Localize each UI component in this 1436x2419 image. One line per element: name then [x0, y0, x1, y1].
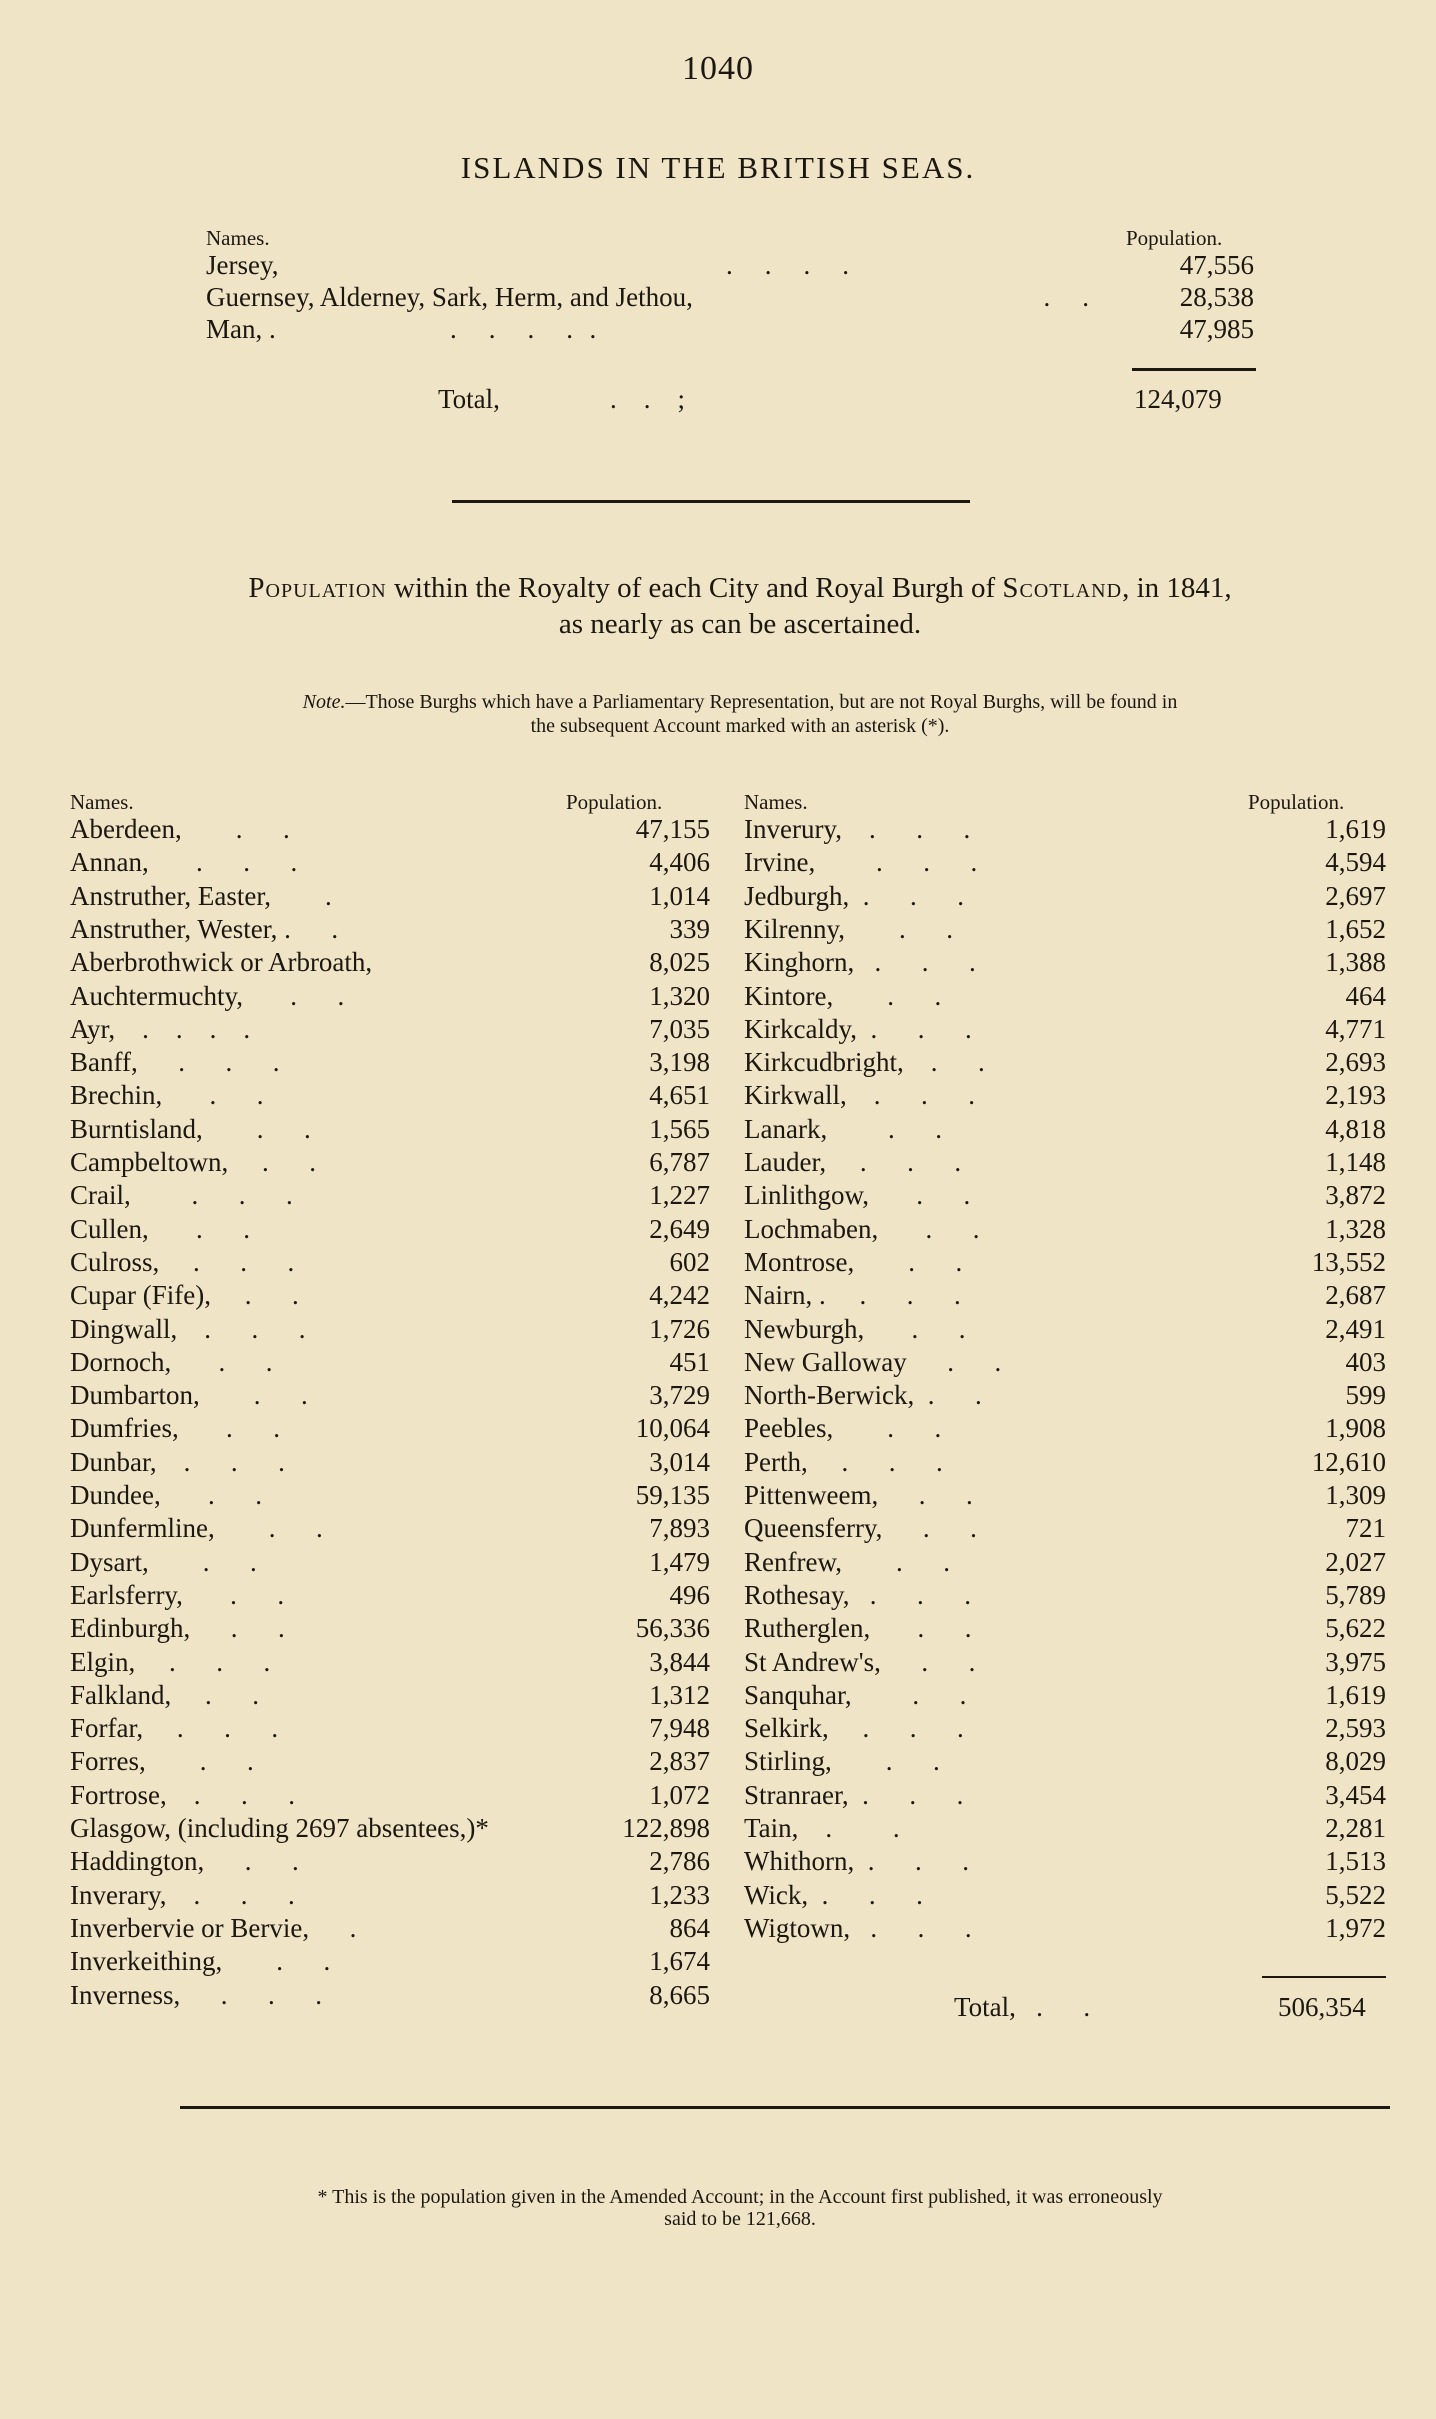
- burgh-population: 8,665: [649, 1979, 710, 2010]
- burgh-population: 3,454: [1325, 1779, 1386, 1810]
- burgh-population: 2,193: [1325, 1080, 1386, 1111]
- left-names-header: Names.: [70, 790, 134, 814]
- title-text: within the Royalty of each City and Royal Burgh of: [386, 572, 1003, 604]
- burgh-name: Rothesay, . . .: [744, 1579, 971, 1610]
- island-name: Man, .: [206, 314, 276, 344]
- burgh-name: Kinghorn, . . .: [744, 947, 976, 978]
- right-names-header: Names.: [744, 790, 808, 814]
- scotland-total-value: 506,354: [1278, 1992, 1366, 2022]
- burgh-population: 1,320: [649, 980, 710, 1011]
- burgh-row: [70, 1180, 710, 1213]
- burgh-row: [70, 1547, 710, 1580]
- burgh-row: [70, 1580, 710, 1613]
- burgh-name: Nairn, . . . .: [744, 1280, 961, 1311]
- burgh-row: [70, 1513, 710, 1546]
- burgh-row: [70, 1347, 710, 1380]
- burgh-name: Earlsferry, . .: [70, 1579, 285, 1610]
- title-small-caps: Scotland: [1002, 572, 1123, 604]
- burgh-name: Cupar (Fife), . .: [70, 1280, 299, 1311]
- burgh-population: 1,652: [1325, 913, 1386, 944]
- burgh-population: 2,649: [649, 1213, 710, 1244]
- islands-row: [206, 282, 1254, 316]
- burgh-row: [70, 1480, 710, 1513]
- burgh-name: Anstruther, Easter, .: [70, 880, 332, 911]
- burgh-row: [70, 847, 710, 880]
- burgh-population: 7,035: [649, 1013, 710, 1044]
- burgh-name: Burntisland, . .: [70, 1113, 311, 1144]
- burgh-row: [70, 1846, 710, 1879]
- burgh-population: 3,872: [1325, 1180, 1386, 1211]
- burgh-name: Pittenweem, . .: [744, 1480, 973, 1510]
- burgh-population: 1,565: [649, 1113, 710, 1144]
- burgh-population: 2,491: [1325, 1313, 1386, 1344]
- burgh-row: [744, 914, 1386, 947]
- burgh-population: 4,242: [649, 1280, 710, 1311]
- footnote-line: said to be 121,668.: [664, 2208, 816, 2230]
- burgh-row: [70, 1380, 710, 1413]
- burgh-population: 864: [669, 1912, 710, 1943]
- burgh-population: 4,651: [649, 1080, 710, 1111]
- burgh-row: [744, 1380, 1386, 1413]
- burgh-name: Forfar, . . .: [70, 1713, 279, 1744]
- burgh-row: [744, 1413, 1386, 1446]
- burgh-name: Fortrose, . . .: [70, 1779, 295, 1810]
- island-population: 47,985: [1179, 314, 1254, 344]
- burgh-name: Banff, . . .: [70, 1047, 280, 1078]
- burgh-row: [744, 1647, 1386, 1680]
- burgh-name: Rutherglen, . .: [744, 1613, 972, 1644]
- section-divider: [452, 500, 970, 503]
- burgh-row: [744, 1447, 1386, 1480]
- right-population-header: Population.: [1248, 790, 1345, 814]
- burgh-population: 1,014: [649, 880, 710, 911]
- burgh-population: 8,025: [649, 947, 710, 978]
- note-text: —Those Burghs which have a Parliamentary Representation, but are not Royal Burghs, will be found in: [345, 691, 1178, 713]
- burgh-row: [70, 814, 710, 847]
- burgh-row: [744, 1047, 1386, 1080]
- burgh-name: Inverury, . . .: [744, 814, 971, 844]
- burgh-population: 56,336: [635, 1613, 710, 1644]
- burgh-row: [70, 1214, 710, 1247]
- burgh-row: [70, 1413, 710, 1446]
- burgh-row: [744, 1713, 1386, 1746]
- note-text: the subsequent Account marked with an asterisk (*).: [530, 715, 950, 737]
- burgh-name: Brechin, . .: [70, 1080, 264, 1111]
- burgh-row: [70, 1746, 710, 1779]
- burgh-population: 4,406: [649, 847, 710, 878]
- burgh-name: Crail, . . .: [70, 1180, 293, 1211]
- burgh-name: Peebles, . .: [744, 1413, 942, 1444]
- burgh-row: [744, 1080, 1386, 1113]
- burgh-population: 1,674: [649, 1946, 710, 1977]
- footer-divider: [180, 2106, 1390, 2109]
- burgh-row: [70, 1780, 710, 1813]
- burgh-population: 1,972: [1325, 1912, 1386, 1943]
- burgh-population: 4,818: [1325, 1113, 1386, 1144]
- burgh-population: 1,328: [1325, 1213, 1386, 1244]
- burgh-row: [744, 1147, 1386, 1180]
- burgh-population: 47,155: [635, 814, 710, 844]
- burgh-population: 3,729: [649, 1380, 710, 1411]
- leader-dots: . .: [966, 282, 1090, 312]
- burgh-name: Campbeltown, . .: [70, 1147, 316, 1177]
- title-line-2: as nearly as can be ascertained.: [558, 608, 922, 640]
- islands-names-header: Names.: [206, 226, 270, 250]
- burgh-population: 2,281: [1325, 1813, 1386, 1843]
- burgh-row: [744, 1180, 1386, 1213]
- burgh-population: 1,726: [649, 1313, 710, 1344]
- burgh-name: Annan, . . .: [70, 847, 298, 878]
- burgh-name: Inverary, . . .: [70, 1879, 295, 1910]
- burgh-name: Stranraer, . . .: [744, 1779, 964, 1810]
- burgh-row: [744, 1347, 1386, 1380]
- burgh-name: Lochmaben, . .: [744, 1213, 980, 1244]
- burgh-population: 403: [1345, 1346, 1386, 1377]
- scotland-total-label: Total, . .: [954, 1992, 1091, 2022]
- burgh-name: Culross, . . .: [70, 1246, 295, 1277]
- burgh-row: [70, 1946, 710, 1979]
- burgh-row: [70, 1080, 710, 1113]
- burgh-population: 2,687: [1325, 1280, 1386, 1311]
- burgh-row: [744, 1813, 1386, 1846]
- burgh-name: Kirkcudbright, . .: [744, 1047, 985, 1078]
- burgh-name: Selkirk, . . .: [744, 1713, 964, 1744]
- burgh-name: Haddington, . .: [70, 1846, 299, 1877]
- burgh-row: [70, 1913, 710, 1946]
- burgh-population: 12,610: [1311, 1446, 1386, 1477]
- footnote-line: * This is the population given in the Amended Account; in the Account first published, it was erroneously: [317, 2186, 1163, 2208]
- burgh-population: 4,594: [1325, 847, 1386, 878]
- burgh-name: Montrose, . .: [744, 1246, 963, 1277]
- burgh-row: [744, 1014, 1386, 1047]
- burgh-name: Inverness, . . .: [70, 1979, 322, 2010]
- burgh-population: 7,948: [649, 1713, 710, 1744]
- burgh-population: 10,064: [635, 1413, 710, 1444]
- burgh-name: Aberdeen, . .: [70, 814, 290, 844]
- burgh-name: Lanark, . .: [744, 1113, 942, 1144]
- burgh-name: Dundee, . .: [70, 1480, 262, 1510]
- burgh-row: [744, 1846, 1386, 1879]
- burgh-name: Elgin, . . .: [70, 1646, 271, 1677]
- burgh-name: Inverkeithing, . .: [70, 1946, 331, 1977]
- burgh-population: 2,593: [1325, 1713, 1386, 1744]
- burgh-population: 464: [1345, 980, 1386, 1011]
- burgh-name: Falkland, . .: [70, 1679, 259, 1710]
- burgh-population: 339: [669, 913, 710, 944]
- burgh-name: Sanquhar, . .: [744, 1679, 967, 1710]
- burgh-name: Kilrenny, . .: [744, 913, 953, 944]
- burgh-population: 2,837: [649, 1746, 710, 1777]
- scotland-total-rule: [1262, 1976, 1386, 1978]
- burgh-name: Queensferry, . .: [744, 1513, 977, 1544]
- burgh-population: 1,479: [649, 1546, 710, 1577]
- burgh-row: [744, 1280, 1386, 1313]
- islands-population-header: Population.: [1126, 226, 1223, 250]
- left-population-header: Population.: [566, 790, 663, 814]
- island-population: 47,556: [1179, 250, 1254, 280]
- burgh-row: [744, 1247, 1386, 1280]
- islands-total-value: 124,079: [1134, 384, 1222, 414]
- burgh-row: [70, 881, 710, 914]
- burgh-population: 1,312: [649, 1679, 710, 1710]
- burgh-population: 1,513: [1325, 1846, 1386, 1877]
- burgh-population: 1,619: [1325, 1679, 1386, 1710]
- burgh-row: [70, 1014, 710, 1047]
- burgh-population: 59,135: [635, 1480, 710, 1510]
- burgh-row: [70, 981, 710, 1014]
- burgh-population: 1,908: [1325, 1413, 1386, 1444]
- islands-row: [206, 314, 1254, 348]
- burgh-population: 2,693: [1325, 1047, 1386, 1078]
- burgh-row: [744, 1114, 1386, 1147]
- burgh-population: 122,898: [622, 1813, 710, 1843]
- burgh-population: 13,552: [1311, 1246, 1386, 1277]
- burgh-row: [744, 1480, 1386, 1513]
- burgh-row: [744, 1913, 1386, 1946]
- burgh-name: Stirling, . .: [744, 1746, 940, 1777]
- burgh-population: 2,697: [1325, 880, 1386, 911]
- burgh-row: [744, 1746, 1386, 1779]
- burgh-row: [70, 1880, 710, 1913]
- burgh-name: Renfrew, . .: [744, 1546, 950, 1577]
- burgh-name: Auchtermuchty, . .: [70, 980, 345, 1011]
- note: [90, 690, 1390, 738]
- burgh-name: Dysart, . .: [70, 1546, 257, 1577]
- burgh-population: 1,148: [1325, 1147, 1386, 1177]
- footnote: [80, 2186, 1400, 2230]
- burgh-name: Linlithgow, . .: [744, 1180, 971, 1211]
- burgh-population: 1,309: [1325, 1480, 1386, 1510]
- burgh-row: [70, 1980, 710, 2013]
- burgh-row: [70, 1613, 710, 1646]
- burgh-row: [70, 1147, 710, 1180]
- leader-dots: . . ;: [610, 384, 686, 414]
- islands-row: [206, 250, 1254, 284]
- burgh-name: Dingwall, . . .: [70, 1313, 306, 1344]
- burgh-row: [744, 1613, 1386, 1646]
- burgh-population: 3,975: [1325, 1646, 1386, 1677]
- burgh-row: [744, 1314, 1386, 1347]
- title-text: , in 1841,: [1122, 572, 1232, 604]
- island-population: 28,538: [1179, 282, 1254, 312]
- islands-total-label: Total,: [438, 384, 500, 414]
- burgh-row: [744, 814, 1386, 847]
- burgh-row: [70, 1647, 710, 1680]
- burgh-name: Kintore, . .: [744, 980, 942, 1011]
- burgh-row: [70, 1447, 710, 1480]
- island-name: Jersey,: [206, 250, 279, 280]
- burgh-population: 602: [669, 1246, 710, 1277]
- burgh-name: Dornoch, . .: [70, 1346, 273, 1377]
- burgh-name: Wick, . . .: [744, 1879, 923, 1910]
- island-name: Guernsey, Alderney, Sark, Herm, and Jethou,: [206, 282, 693, 312]
- burgh-population: 496: [669, 1579, 710, 1610]
- burgh-name: Tain, . .: [744, 1813, 900, 1843]
- burgh-name: New Galloway . .: [744, 1346, 1002, 1377]
- burgh-row: [70, 1047, 710, 1080]
- burgh-row: [744, 847, 1386, 880]
- burgh-name: North-Berwick, . .: [744, 1380, 982, 1411]
- burgh-row: [744, 1780, 1386, 1813]
- burgh-row: [744, 1547, 1386, 1580]
- burgh-row: [70, 914, 710, 947]
- burgh-name: Kirkwall, . . .: [744, 1080, 975, 1111]
- burgh-row: [70, 1247, 710, 1280]
- burgh-row: [744, 1214, 1386, 1247]
- note-label: Note.: [302, 691, 346, 713]
- burgh-population: 721: [1345, 1513, 1386, 1544]
- burgh-row: [70, 1114, 710, 1147]
- burgh-name: Forres, . .: [70, 1746, 254, 1777]
- burgh-name: Jedburgh, . . .: [744, 880, 964, 911]
- leader-dots: . . . . .: [450, 314, 598, 344]
- burgh-row: [70, 947, 710, 980]
- burgh-population: 1,227: [649, 1180, 710, 1211]
- burgh-name: Perth, . . .: [744, 1446, 943, 1477]
- burgh-row: [70, 1280, 710, 1313]
- scotland-title: [90, 570, 1390, 642]
- burgh-row: [70, 1680, 710, 1713]
- burgh-population: 3,198: [649, 1047, 710, 1078]
- burgh-name: Newburgh, . .: [744, 1313, 966, 1344]
- burgh-population: 5,522: [1325, 1879, 1386, 1910]
- leader-dots: . . . .: [726, 250, 850, 280]
- burgh-row: [744, 1880, 1386, 1913]
- burgh-name: Wigtown, . . .: [744, 1912, 972, 1943]
- burgh-name: Dumfries, . .: [70, 1413, 280, 1444]
- burgh-name: Anstruther, Wester, . .: [70, 913, 339, 944]
- burgh-population: 1,072: [649, 1779, 710, 1810]
- burgh-row: [744, 1580, 1386, 1613]
- burgh-name: Lauder, . . .: [744, 1147, 962, 1177]
- burgh-population: 1,388: [1325, 947, 1386, 978]
- burgh-population: 1,233: [649, 1879, 710, 1910]
- burgh-population: 7,893: [649, 1513, 710, 1544]
- burgh-population: 3,014: [649, 1446, 710, 1477]
- burgh-population: 4,771: [1325, 1013, 1386, 1044]
- islands-total-rule: [1132, 368, 1256, 371]
- burgh-row: [744, 981, 1386, 1014]
- burgh-population: 2,027: [1325, 1546, 1386, 1577]
- burgh-row: [744, 1680, 1386, 1713]
- burgh-name: Edinburgh, . .: [70, 1613, 285, 1644]
- burgh-name: Dunbar, . . .: [70, 1446, 285, 1477]
- burgh-population: 599: [1345, 1380, 1386, 1411]
- burgh-name: Ayr, . . . .: [70, 1013, 251, 1044]
- burgh-population: 8,029: [1325, 1746, 1386, 1777]
- burgh-population: 1,619: [1325, 814, 1386, 844]
- burgh-name: Kirkcaldy, . . .: [744, 1013, 972, 1044]
- burgh-population: 3,844: [649, 1646, 710, 1677]
- burgh-name: Dunfermline, . .: [70, 1513, 323, 1544]
- burgh-row: [70, 1314, 710, 1347]
- burgh-name: Whithorn, . . .: [744, 1846, 969, 1877]
- burgh-name: Cullen, . .: [70, 1213, 250, 1244]
- burgh-population: 5,789: [1325, 1579, 1386, 1610]
- title-small-caps: Population: [248, 572, 387, 604]
- burgh-row: [744, 947, 1386, 980]
- page-number: 1040: [682, 50, 754, 87]
- burgh-population: 451: [669, 1346, 710, 1377]
- burgh-name: Dumbarton, . .: [70, 1380, 308, 1411]
- burgh-name: Inverbervie or Bervie, .: [70, 1912, 357, 1943]
- burgh-row: [744, 1513, 1386, 1546]
- burgh-row: [70, 1813, 710, 1846]
- burgh-population: 2,786: [649, 1846, 710, 1877]
- burgh-name: Aberbrothwick or Arbroath,: [70, 947, 373, 978]
- burgh-name: Glasgow, (including 2697 absentees,)*: [70, 1813, 489, 1843]
- burgh-population: 5,622: [1325, 1613, 1386, 1644]
- burgh-row: [70, 1713, 710, 1746]
- burgh-row: [744, 881, 1386, 914]
- islands-title: ISLANDS IN THE BRITISH SEAS.: [460, 150, 976, 185]
- burgh-name: St Andrew's, . .: [744, 1646, 976, 1677]
- burgh-population: 6,787: [649, 1147, 710, 1177]
- burgh-name: Irvine, . . .: [744, 847, 978, 878]
